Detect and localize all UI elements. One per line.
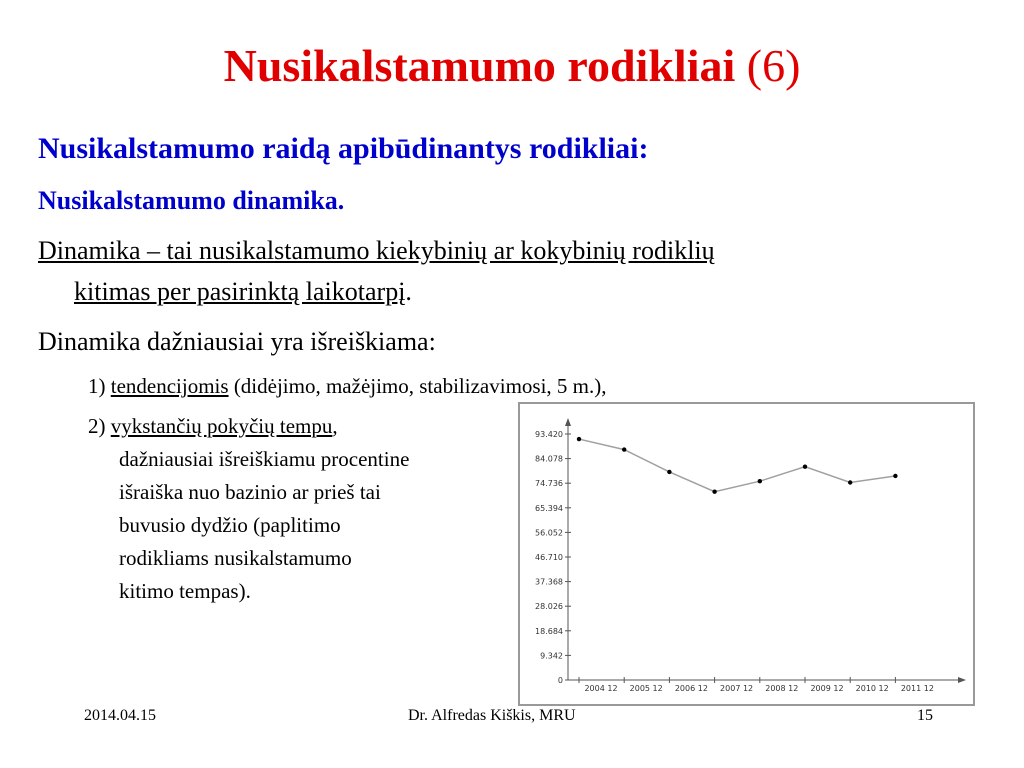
data-point [667, 470, 671, 474]
definition-line-2-text: kitimas per pasirinktą laikotarpį [74, 277, 406, 306]
y-tick-label: 37.368 [535, 577, 563, 587]
data-point [622, 447, 626, 451]
x-tick-label: 2009 12 [810, 684, 844, 693]
x-tick-label: 2006 12 [674, 684, 708, 693]
x-tick-label: 2004 12 [584, 684, 618, 693]
definition-line-2 [74, 277, 412, 307]
y-tick-label: 18.684 [535, 626, 563, 636]
footer-date: 2014.04.15 [84, 707, 156, 724]
y-tick-label: 74.736 [535, 479, 563, 489]
list-item-2-term: vykstančių pokyčių tempu [110, 414, 333, 438]
y-tick-label: 28.026 [535, 602, 563, 612]
definition-period: . [405, 277, 412, 306]
list-item-2-line: išraiška nuo bazinio ar prieš tai [119, 480, 381, 504]
y-tick-label: 93.420 [535, 430, 563, 439]
footer-page-number: 15 [917, 707, 933, 724]
data-point [848, 480, 852, 484]
x-tick-label: 2011 12 [900, 684, 934, 693]
list-item-1-term: tendencijomis [110, 374, 229, 398]
y-tick-label: 56.052 [535, 528, 563, 538]
y-tick-label: 84.078 [535, 454, 563, 464]
data-point [758, 479, 762, 483]
y-axis-arrow-icon [565, 418, 571, 426]
list-item-2-comma: , [332, 414, 338, 438]
x-tick-label: 2008 12 [765, 684, 799, 693]
x-tick-label: 2005 12 [629, 684, 663, 693]
data-point [803, 465, 807, 469]
footer-author: Dr. Alfredas Kiškis, MRU [408, 707, 576, 724]
data-point [712, 490, 716, 494]
list-item-2-line: buvusio dydžio (paplitimo [119, 513, 341, 537]
y-tick-label: 65.394 [535, 503, 563, 513]
list-item-1-number: 1) [88, 374, 111, 398]
expression-intro: Dinamika dažniausiai yra išreiškiama: [38, 327, 436, 356]
y-tick-label: 46.710 [535, 553, 563, 562]
list-item-2 [88, 414, 338, 439]
list-item-2-line: dažniausiai išreiškiamu procentine [119, 447, 410, 471]
list-item-2-line: rodikliams nusikalstamumo [119, 546, 352, 570]
definition-line-1: Dinamika – tai nusikalstamumo kiekybinių ar kokybinių rodiklių [38, 236, 715, 265]
y-tick-label: 9.342 [540, 651, 563, 661]
title-suffix: (6) [746, 40, 801, 91]
x-tick-label: 2007 12 [720, 684, 754, 693]
x-axis-arrow-icon [958, 677, 966, 683]
y-tick-label: 0 [557, 676, 563, 685]
section-heading: Nusikalstamumo raidą apibūdinantys rodikliai: [38, 132, 649, 165]
data-point [893, 474, 897, 478]
list-item-1-text: (didėjimo, mažėjimo, stabilizavimosi, 5 m.), [228, 374, 607, 398]
list-item-1 [88, 374, 607, 399]
crime-dynamics-chart [518, 402, 975, 706]
title-main: Nusikalstamumo rodikliai [223, 40, 736, 91]
list-item-2-line: kitimo tempas). [119, 579, 251, 603]
slide-title [0, 40, 1024, 92]
series-line [579, 439, 895, 492]
data-point [577, 437, 581, 441]
chart-svg [520, 404, 973, 704]
list-item-2-number: 2) [88, 414, 111, 438]
x-tick-label: 2010 12 [855, 684, 889, 693]
section-subheading: Nusikalstamumo dinamika. [38, 186, 345, 215]
